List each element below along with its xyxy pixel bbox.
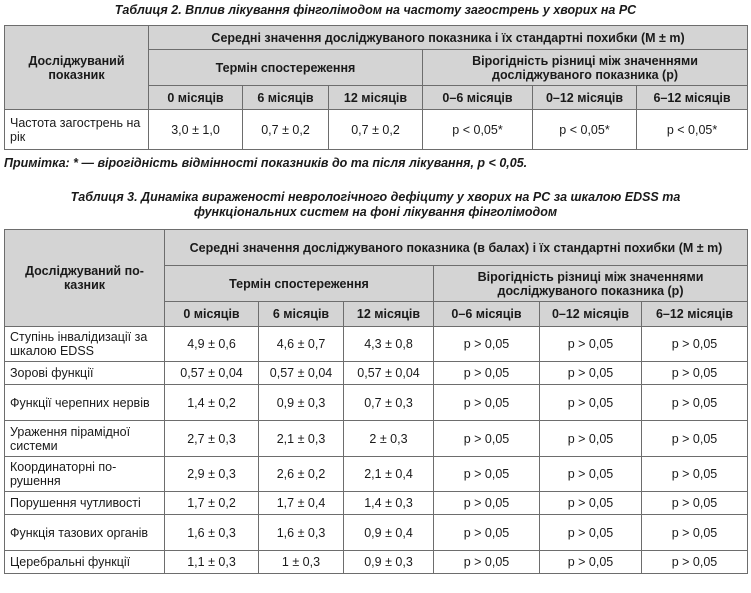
- table3-diff-header: Вірогідність різниці між значеннями досліджуваного показника (p): [434, 266, 748, 302]
- table3-caption-line1: Таблиця 3. Динаміка вираженості неврологічного дефіциту у хворих на РС за шкалою EDSS та: [70, 190, 681, 204]
- table-cell: p > 0,05: [434, 421, 540, 457]
- table-cell: p > 0,05: [434, 362, 540, 385]
- table-cell: p > 0,05: [642, 551, 748, 574]
- table-cell: 4,6 ± 0,7: [259, 327, 344, 362]
- table-cell: p > 0,05: [434, 457, 540, 492]
- table-cell: 1,7 ± 0,2: [165, 492, 259, 515]
- row-label: Церебральні функції: [5, 551, 165, 574]
- table3-means-header: Середні значення досліджуваного показника (в балах) і їх стандартні похибки (M ± m): [165, 230, 748, 266]
- table-cell: p > 0,05: [434, 492, 540, 515]
- table3-term-header: Термін спостереження: [165, 266, 434, 302]
- table-cell: 2,1 ± 0,4: [344, 457, 434, 492]
- table-row: [5, 492, 748, 515]
- table-cell: p > 0,05: [642, 327, 748, 362]
- table-cell: 0,9 ± 0,3: [344, 551, 434, 574]
- table-cell: 4,3 ± 0,8: [344, 327, 434, 362]
- table-cell: 2,7 ± 0,3: [165, 421, 259, 457]
- table2-subheader: 6 місяців: [243, 86, 329, 110]
- table2-caption: [0, 3, 751, 18]
- table-cell: p > 0,05: [540, 551, 642, 574]
- table-cell: 3,0 ± 1,0: [149, 110, 243, 150]
- table3-caption-line2: функціональних систем на фоні лікування фінголімодом: [193, 205, 558, 219]
- row-label: Координаторні по-рушення: [5, 457, 165, 492]
- table-row: [5, 551, 748, 574]
- table-cell: 0,7 ± 0,3: [344, 385, 434, 421]
- table-cell: 2,9 ± 0,3: [165, 457, 259, 492]
- table-cell: p > 0,05: [642, 492, 748, 515]
- table3-subheader: 6–12 місяців: [642, 302, 748, 327]
- row-label: Функція тазових органів: [5, 515, 165, 551]
- row-label: Ураження пірамідної системи: [5, 421, 165, 457]
- table-cell: 0,57 ± 0,04: [259, 362, 344, 385]
- table-cell: p > 0,05: [642, 385, 748, 421]
- table-cell: 0,9 ± 0,3: [259, 385, 344, 421]
- table-cell: 2,6 ± 0,2: [259, 457, 344, 492]
- table3-caption: [0, 190, 751, 220]
- table3-param-header: Досліджуваний по-казник: [5, 230, 165, 327]
- table-cell: p > 0,05: [642, 421, 748, 457]
- table-row: [5, 457, 748, 492]
- row-label: Частота загострень на рік: [5, 110, 149, 150]
- table2-subheader: 12 місяців: [329, 86, 423, 110]
- table-cell: p > 0,05: [434, 515, 540, 551]
- table2-means-header: Середні значення досліджуваного показника і їх стандартні похибки (M ± m): [149, 26, 748, 50]
- row-label: Зорові функції: [5, 362, 165, 385]
- table-row: [5, 421, 748, 457]
- table-cell: 2 ± 0,3: [344, 421, 434, 457]
- table-cell: 0,7 ± 0,2: [329, 110, 423, 150]
- table-cell: 0,57 ± 0,04: [344, 362, 434, 385]
- table3-subheader: 12 місяців: [344, 302, 434, 327]
- table-row: [5, 327, 748, 362]
- table-cell: 4,9 ± 0,6: [165, 327, 259, 362]
- table-cell: p > 0,05: [540, 421, 642, 457]
- table-cell: 1,4 ± 0,2: [165, 385, 259, 421]
- table-cell: p < 0,05*: [637, 110, 748, 150]
- table-cell: 0,7 ± 0,2: [243, 110, 329, 150]
- table-cell: p > 0,05: [434, 551, 540, 574]
- table-cell: p > 0,05: [642, 362, 748, 385]
- table-cell: 1,6 ± 0,3: [259, 515, 344, 551]
- row-label: Порушення чутливості: [5, 492, 165, 515]
- table-cell: 0,57 ± 0,04: [165, 362, 259, 385]
- table-cell: 1,7 ± 0,4: [259, 492, 344, 515]
- table-row: [5, 385, 748, 421]
- table-row: [5, 515, 748, 551]
- table-cell: p > 0,05: [434, 385, 540, 421]
- table-cell: p > 0,05: [642, 515, 748, 551]
- table2-param-header: Досліджуваний показник: [5, 26, 149, 110]
- table-cell: p > 0,05: [540, 515, 642, 551]
- table-cell: p > 0,05: [540, 385, 642, 421]
- table-cell: p < 0,05*: [533, 110, 637, 150]
- table2-term-header: Термін спостереження: [149, 50, 423, 86]
- table-cell: p > 0,05: [540, 457, 642, 492]
- table-cell: p > 0,05: [540, 327, 642, 362]
- table-cell: 1,6 ± 0,3: [165, 515, 259, 551]
- table2: [4, 25, 748, 150]
- table2-caption-text: Таблиця 2. Вплив лікування фінголімодом на частоту загострень у хворих на РС: [114, 3, 637, 17]
- table3-subheader: 6 місяців: [259, 302, 344, 327]
- table-cell: 1 ± 0,3: [259, 551, 344, 574]
- table2-footnote: Примітка: * — вірогідність відмінності показників до та після лікування, р < 0,05.: [4, 156, 528, 170]
- table-cell: p > 0,05: [540, 492, 642, 515]
- table-cell: p < 0,05*: [423, 110, 533, 150]
- table3: [4, 229, 748, 574]
- row-label: Ступінь інвалідизації за шкалою EDSS: [5, 327, 165, 362]
- table-cell: 1,4 ± 0,3: [344, 492, 434, 515]
- table2-subheader: 0–6 місяців: [423, 86, 533, 110]
- table2-subheader: 0–12 місяців: [533, 86, 637, 110]
- table-cell: 1,1 ± 0,3: [165, 551, 259, 574]
- table-cell: p > 0,05: [434, 327, 540, 362]
- table2-diff-header: Вірогідність різниці між значеннями досліджуваного показника (p): [423, 50, 748, 86]
- table-row: [5, 362, 748, 385]
- table3-subheader: 0–6 місяців: [434, 302, 540, 327]
- table-row: [5, 110, 748, 150]
- row-label: Функції черепних нервів: [5, 385, 165, 421]
- table2-subheader: 0 місяців: [149, 86, 243, 110]
- table-cell: 2,1 ± 0,3: [259, 421, 344, 457]
- table-cell: 0,9 ± 0,4: [344, 515, 434, 551]
- table3-subheader: 0–12 місяців: [540, 302, 642, 327]
- table-cell: p > 0,05: [642, 457, 748, 492]
- table2-subheader: 6–12 місяців: [637, 86, 748, 110]
- table-cell: p > 0,05: [540, 362, 642, 385]
- table3-subheader: 0 місяців: [165, 302, 259, 327]
